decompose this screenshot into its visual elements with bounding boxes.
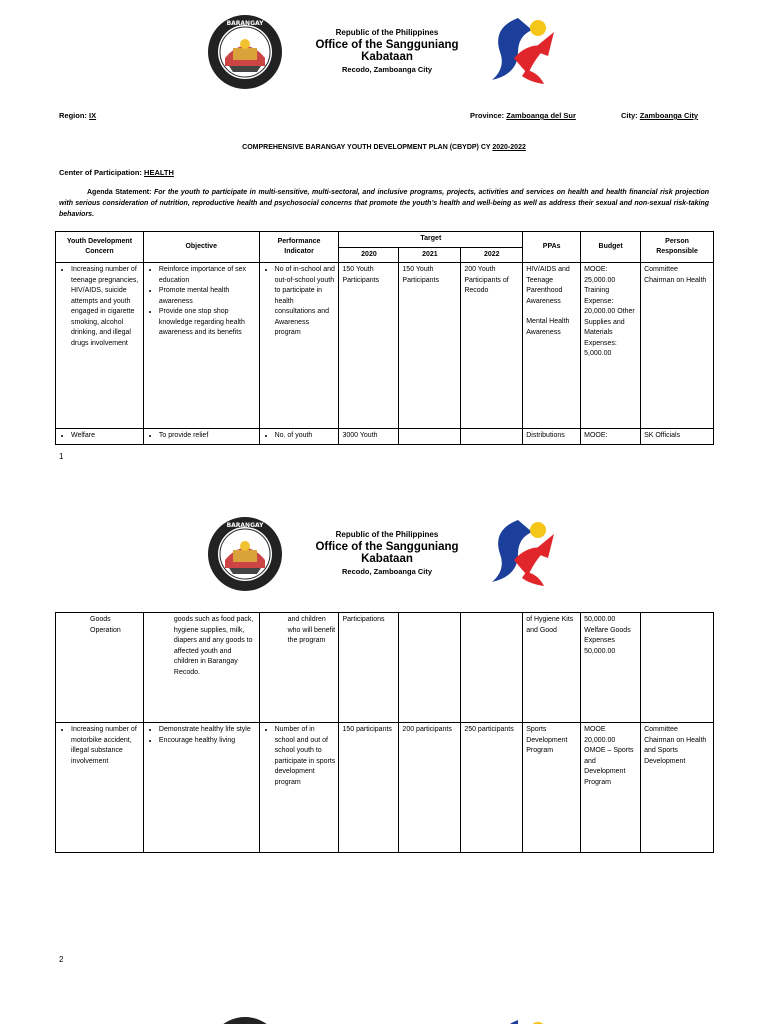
svg-text:BARANGAY: BARANGAY	[226, 522, 264, 529]
ppas-cell: of Hygiene Kits and Good	[523, 613, 581, 723]
objective-cell: • Reinforce importance of sex education • Promote mental health awareness • Provide one stop shop knowledge regarding health awareness and its benefits	[143, 263, 259, 429]
region-field: Region: IX	[59, 111, 97, 120]
plan-table-page2	[55, 612, 714, 853]
header-indicator: Performance Indicator	[259, 232, 339, 263]
indicator-cell: • No. of youth	[259, 429, 339, 445]
page2-header	[0, 510, 768, 600]
sk-logo-icon	[488, 12, 560, 88]
target-2021-cell: 200 participants	[399, 723, 461, 853]
province-field: Province: Zamboanga del Sur	[470, 111, 576, 120]
header-objective: Objective	[143, 232, 259, 263]
target-2021-cell	[399, 429, 461, 445]
table-row	[56, 723, 714, 853]
barangay-seal-icon	[207, 1016, 283, 1024]
office-location: Recodo, Zamboanga City	[341, 65, 432, 74]
svg-text:BARANGAY: BARANGAY	[226, 20, 264, 27]
center-of-participation: Center of Participation: HEALTH	[59, 168, 174, 177]
table-row	[56, 429, 714, 445]
header-concern: Youth Development Concern	[56, 232, 144, 263]
person-cell	[641, 613, 714, 723]
target-2020-cell: Participations	[339, 613, 399, 723]
target-2020-cell: 150 Youth Participants	[339, 263, 399, 429]
budget-cell: 50,000.00 Welfare Goods Expenses 50,000.00	[581, 613, 641, 723]
budget-cell: MOOE: 25,000.00 Training Expense: 20,000.00 Other Supplies and Materials Expenses: 5,000.00	[581, 263, 641, 429]
sk-logo-icon	[488, 514, 560, 590]
header-2021: 2021	[399, 247, 461, 263]
objective-cell: • Demonstrate healthy life style • Encourage healthy living	[143, 723, 259, 853]
header-2022: 2022	[461, 247, 523, 263]
concern-cell: Goods Operation	[56, 613, 144, 723]
person-cell: Committee Chairman on Health	[641, 263, 714, 429]
table-row	[56, 613, 714, 723]
person-cell: SK Officials	[641, 429, 714, 445]
target-2021-cell: 150 Youth Participants	[399, 263, 461, 429]
barangay-seal-icon	[207, 516, 283, 592]
page-number: 2	[59, 955, 64, 964]
target-2020-cell: 150 participants	[339, 723, 399, 853]
ppas-cell: HIV/AIDS and Teenage Parenthood Awareness Mental Health Awareness	[523, 263, 581, 429]
objective-cell: goods such as food pack, hygiene supplies, milk, diapers and any goods to affected youth and children in Barangay Recodo.	[143, 613, 259, 723]
sk-logo-icon	[488, 1014, 560, 1024]
page3-header-peek	[0, 1010, 768, 1024]
office-location: Recodo, Zamboanga City	[341, 567, 432, 576]
table-header-row	[56, 232, 714, 248]
target-2022-cell	[461, 613, 523, 723]
concern-cell: • Increasing number of motorbike accident, illegal substance involvement	[56, 723, 144, 853]
concern-cell: • Welfare	[56, 429, 144, 445]
city-field: City: Zamboanga City	[621, 111, 699, 120]
agenda-statement: Agenda Statement: For the youth to participate in multi-sensitive, multi-sectoral, and inclusive programs, projects, activities and services on health and health financial risk projection with serious consideration of nutrition, reproductive health and psychosocial concerns that promote the youth’s health and well-being as well as address their sexual and non-sexual risk-taking behaviors.	[59, 189, 709, 218]
plan-table-page1	[55, 231, 714, 445]
budget-cell: MOOE 20,000.00 OMOE – Sports and Development Program	[581, 723, 641, 853]
header-budget: Budget	[581, 232, 641, 263]
office-title: Office of the Sangguniang Kabataan	[315, 541, 459, 565]
page1-header	[0, 8, 768, 98]
republic-text: Republic of the Philippines	[335, 28, 439, 37]
office-title: Office of the Sangguniang Kabataan	[315, 39, 459, 63]
header-person: Person Responsible	[641, 232, 714, 263]
target-2022-cell	[461, 429, 523, 445]
republic-text: Republic of the Philippines	[335, 530, 439, 539]
header-2020: 2020	[339, 247, 399, 263]
table-row	[56, 263, 714, 429]
plan-title: COMPREHENSIVE BARANGAY YOUTH DEVELOPMENT PLAN (CBYDP) CY 2020-2022	[242, 144, 526, 151]
ppas-cell: Sports Development Program	[523, 723, 581, 853]
target-2022-cell: 200 Youth Participants of Recodo	[461, 263, 523, 429]
target-2021-cell	[399, 613, 461, 723]
objective-cell: • To provide relief	[143, 429, 259, 445]
person-cell: Committee Chairman on Health and Sports Development	[641, 723, 714, 853]
barangay-seal-icon	[207, 14, 283, 90]
header-target: Target	[339, 232, 523, 248]
page-number: 1	[59, 452, 64, 461]
budget-cell: MOOE:	[581, 429, 641, 445]
ppas-cell: Distributions	[523, 429, 581, 445]
indicator-cell: and children who will benefit the program	[259, 613, 339, 723]
header-ppas: PPAs	[523, 232, 581, 263]
indicator-cell: • Number of in school and out of school youth to participate in sports development program	[259, 723, 339, 853]
concern-cell: • Increasing number of teenage pregnancies, HIV/AIDS, suicide attempts and youth engaged in cigarette smoking, alcohol drinking, and illegal drugs involvement	[56, 263, 144, 429]
target-2020-cell: 3000 Youth	[339, 429, 399, 445]
indicator-cell: • No of in-school and out-of-school youth to participate in health consultations and Awareness program	[259, 263, 339, 429]
target-2022-cell: 250 participants	[461, 723, 523, 853]
